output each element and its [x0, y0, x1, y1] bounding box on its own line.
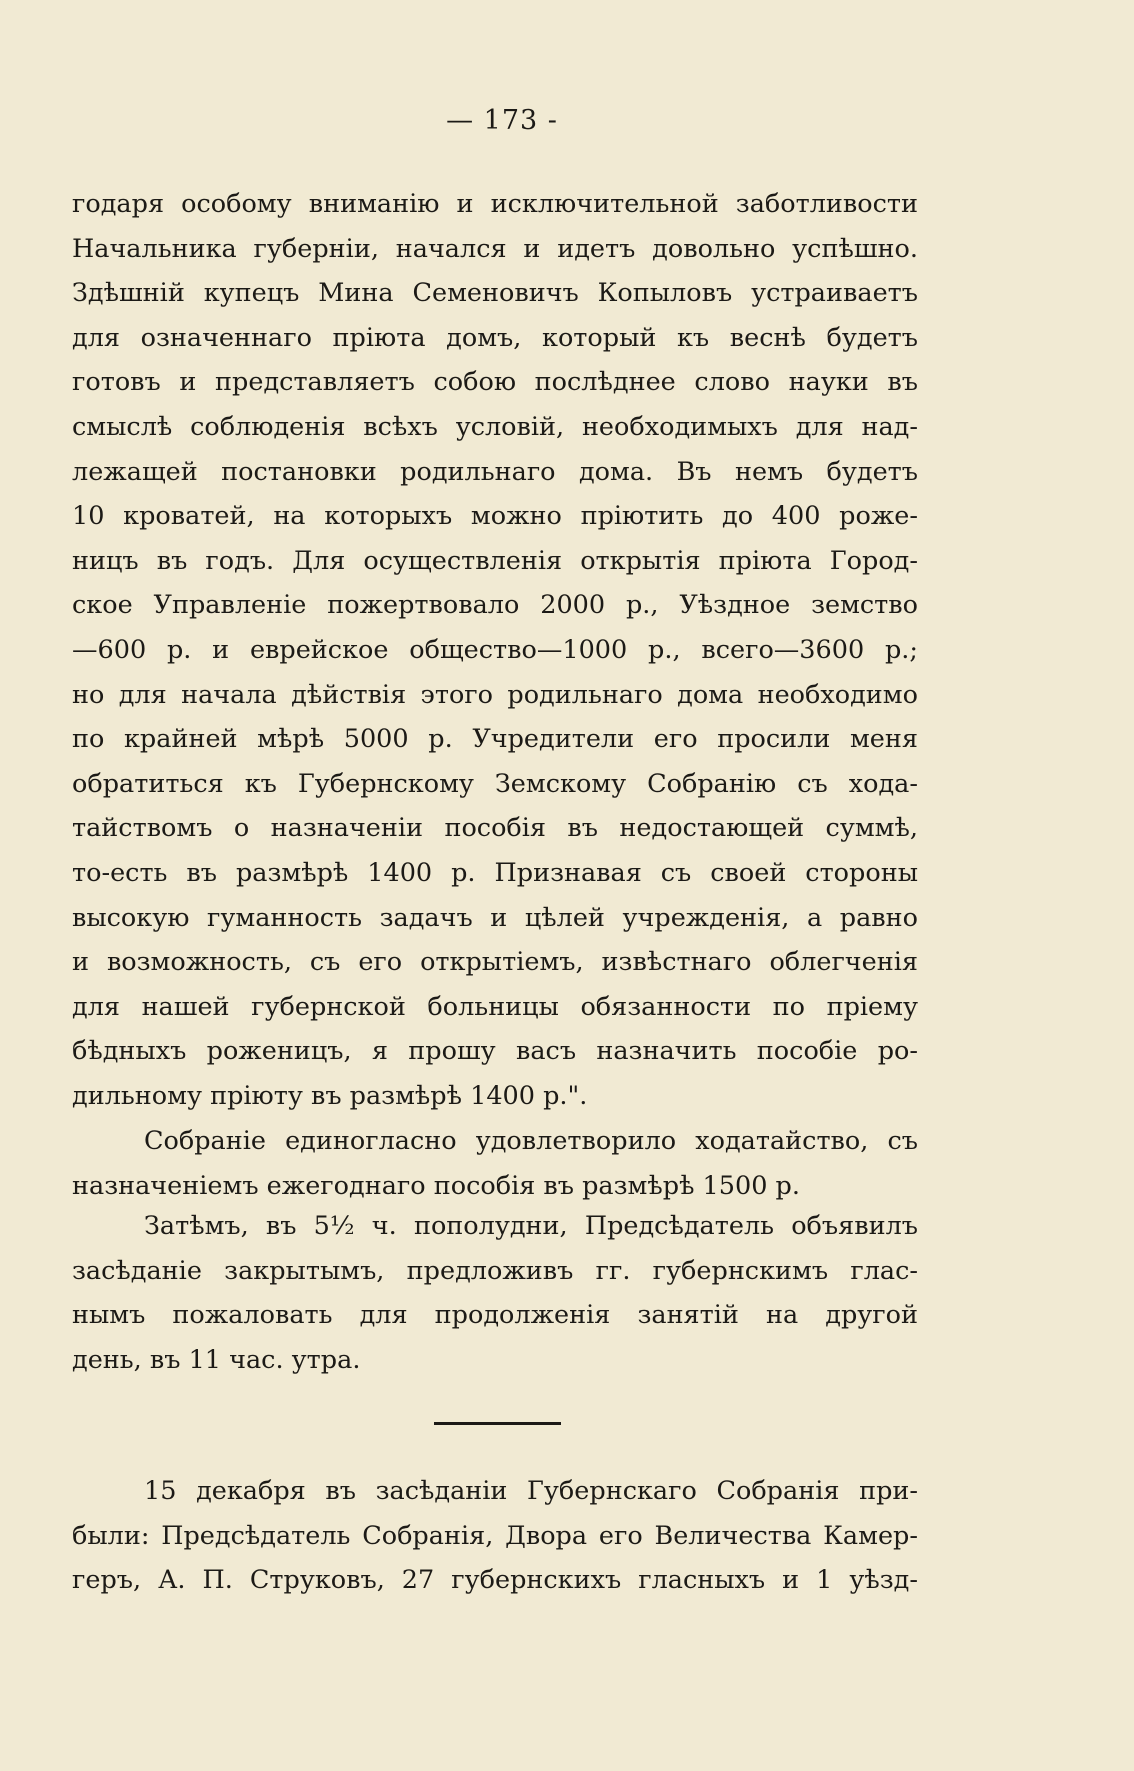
text-line: то-есть въ размѣрѣ 1400 р. Признавая съ своей стороны: [72, 857, 918, 888]
text-line: Начальника губерніи, начался и идетъ довольно успѣшно.: [72, 233, 918, 264]
paragraph-closing: [72, 1204, 918, 1382]
text-line: были: Предсѣдатель Собранія, Двора его Величества Камер-: [72, 1520, 918, 1551]
paragraph-continuation: [72, 182, 918, 1118]
text-line: ское Управленіе пожертвовало 2000 р., Уѣздное земство: [72, 590, 918, 621]
text-line: но для начала дѣйствія этого родильнаго дома необходимо: [72, 679, 918, 710]
text-line: день, въ 11 час. утра.: [72, 1344, 361, 1375]
text-line: высокую гуманность задачъ и цѣлей учрежденія, а равно: [72, 902, 918, 933]
text-line: 15 декабря въ засѣданіи Губернскаго Собранія при-: [144, 1476, 918, 1506]
text-line: геръ, А. П. Струковъ, 27 губернскихъ гласныхъ и 1 уѣзд-: [72, 1565, 918, 1596]
text-line: тайствомъ о назначеніи пособія въ недостающей суммѣ,: [72, 813, 918, 844]
page-number: — 173 -: [446, 105, 558, 136]
text-line: Здѣшній купецъ Мина Семеновичъ Копыловъ устраиваетъ: [72, 278, 918, 309]
section-divider: [434, 1422, 561, 1425]
text-line: для означеннаго пріюта домъ, который къ веснѣ будетъ: [72, 322, 918, 353]
text-line: смыслѣ соблюденія всѣхъ условій, необходимыхъ для над-: [72, 411, 918, 442]
text-line: бѣдныхъ роженицъ, я прошу васъ назначить пособіе ро-: [72, 1036, 918, 1067]
text-line: ницъ въ годъ. Для осуществленія открытія пріюта Город-: [72, 545, 918, 576]
paragraph-resolution: [72, 1119, 918, 1208]
text-line: засѣданіе закрытымъ, предложивъ гг. губернскимъ глас-: [72, 1255, 918, 1286]
text-line: по крайней мѣрѣ 5000 р. Учредители его просили меня: [72, 724, 918, 755]
text-line: обратиться къ Губернскому Земскому Собранію съ хода-: [72, 768, 918, 799]
text-line: Собраніе единогласно удовлетворило ходатайство, съ: [144, 1126, 918, 1156]
text-line: Затѣмъ, въ 5½ ч. пополудни, Предсѣдатель объявилъ: [144, 1211, 918, 1241]
paragraph-new-session: [72, 1469, 918, 1603]
text-line: назначеніемъ ежегоднаго пособія въ размѣрѣ 1500 р.: [72, 1170, 800, 1201]
text-line: для нашей губернской больницы обязанности по пріему: [72, 991, 918, 1022]
text-line: лежащей постановки родильнаго дома. Въ немъ будетъ: [72, 456, 918, 487]
text-line: дильному пріюту въ размѣрѣ 1400 р.".: [72, 1080, 588, 1111]
text-line: нымъ пожаловать для продолженія занятій на другой: [72, 1300, 918, 1331]
text-line: годаря особому вниманію и исключительной заботливости: [72, 189, 918, 219]
text-line: —600 р. и еврейское общество—1000 р., всего—3600 р.;: [72, 634, 918, 665]
text-line: и возможность, съ его открытіемъ, извѣстнаго облегченія: [72, 947, 918, 978]
text-line: 10 кроватей, на которыхъ можно пріютить до 400 роже-: [72, 501, 918, 532]
text-line: готовъ и представляетъ собою послѣднее слово науки въ: [72, 367, 918, 398]
